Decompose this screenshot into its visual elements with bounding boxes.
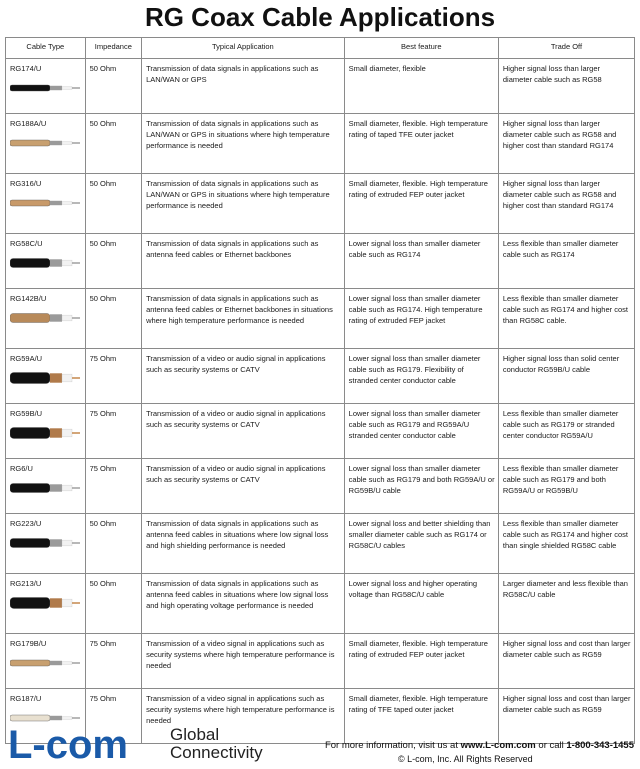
- cable-image-icon: [10, 425, 82, 441]
- cable-image-icon: [10, 195, 82, 211]
- cell-best-feature: Lower signal loss than smaller diameter cable such as RG174. High temperature rating of extruded FEP jacket: [344, 289, 498, 349]
- cell-impedance: 75 Ohm: [85, 404, 141, 459]
- table-row: [6, 514, 635, 574]
- cell-impedance: 75 Ohm: [85, 689, 141, 744]
- cell-typical-application: Transmission of data signals in applications such as antenna feed cables in situations where low signal loss and high shielding performance is needed: [142, 514, 345, 574]
- cell-best-feature: Small diameter, flexible. High temperature rating of taped TFE outer jacket: [344, 114, 498, 174]
- cell-trade-off: Larger diameter and less flexible than RG58C/U cable: [498, 574, 634, 634]
- cell-trade-off: Higher signal loss than larger diameter cable such as RG58 and higher cost than standard RG174: [498, 114, 634, 174]
- cell-impedance: 50 Ohm: [85, 514, 141, 574]
- cell-impedance: 75 Ohm: [85, 634, 141, 689]
- table-row: [6, 174, 635, 234]
- cell-trade-off: Higher signal loss and cost than larger diameter cable such as RG59: [498, 689, 634, 744]
- tagline-global: Global: [170, 725, 220, 744]
- cell-trade-off: Higher signal loss than larger diameter cable such as RG58 and higher cost than standard RG174: [498, 174, 634, 234]
- header-cable-type: Cable Type: [6, 38, 86, 59]
- cell-impedance: 50 Ohm: [85, 574, 141, 634]
- cable-type-label: RG179B/U: [10, 639, 47, 648]
- cable-image-icon: [10, 595, 82, 611]
- cell-trade-off: Less flexible than smaller diameter cable such as RG174: [498, 234, 634, 289]
- cell-best-feature: Small diameter, flexible. High temperature rating of TFE taped outer jacket: [344, 689, 498, 744]
- contact-info: [325, 740, 634, 751]
- cell-best-feature: Lower signal loss than smaller diameter cable such as RG179 and RG59A/U stranded center conductor cable: [344, 404, 498, 459]
- cell-typical-application: Transmission of data signals in applications such as LAN/WAN or GPS: [142, 59, 345, 114]
- cell-best-feature: Lower signal loss than smaller diameter cable such as RG179 and both RG59A/U or RG59B/U cable: [344, 459, 498, 514]
- table-row: [6, 234, 635, 289]
- cell-best-feature: Lower signal loss than smaller diameter cable such as RG179. Flexibility of stranded center conductor cable: [344, 349, 498, 404]
- cell-cable-type: [6, 114, 86, 174]
- cell-typical-application: Transmission of data signals in applications such as antenna feed cables or Ethernet backbones in situations where high temperature performance is needed: [142, 289, 345, 349]
- cell-cable-type: [6, 59, 86, 114]
- cell-trade-off: Higher signal loss than larger diameter cable such as RG58: [498, 59, 634, 114]
- cell-impedance: 50 Ohm: [85, 174, 141, 234]
- cell-best-feature: Small diameter, flexible. High temperature rating of extruded FEP outer jacket: [344, 174, 498, 234]
- cable-image-icon: [10, 655, 82, 671]
- cell-trade-off: Higher signal loss than solid center conductor RG59B/U cable: [498, 349, 634, 404]
- cell-best-feature: Lower signal loss than smaller diameter cable such as RG174: [344, 234, 498, 289]
- logo-lettering: L-com: [8, 723, 128, 765]
- cable-image-icon: [10, 480, 82, 496]
- lcom-logo: [6, 723, 172, 765]
- cable-type-label: RG59B/U: [10, 409, 43, 418]
- table-row: [6, 634, 635, 689]
- info-prefix: For more information, visit us at: [324, 740, 461, 751]
- header-trade-off: Trade Off: [498, 38, 634, 59]
- cell-typical-application: Transmission of data signals in applications such as antenna feed cables in situations where low signal loss and high operating voltage performance is needed: [142, 574, 345, 634]
- header-typical-application: Typical Application: [142, 38, 345, 59]
- table-row: [6, 59, 635, 114]
- cable-type-label: RG142B/U: [10, 294, 47, 303]
- cable-image-icon: [10, 535, 82, 551]
- cell-cable-type: [6, 404, 86, 459]
- cell-impedance: 50 Ohm: [85, 234, 141, 289]
- cell-trade-off: Less flexible than smaller diameter cable such as RG179 and both RG59A/U or RG59B/U: [498, 459, 634, 514]
- cell-typical-application: Transmission of a video signal in applications such as security systems where high temperature performance is needed: [142, 689, 345, 744]
- cell-cable-type: [6, 289, 86, 349]
- cable-type-label: RG223/U: [10, 519, 42, 528]
- cable-type-label: RG59A/U: [10, 354, 43, 363]
- website-link[interactable]: www.L-com.com: [460, 740, 536, 751]
- cable-table: [5, 37, 635, 744]
- cable-type-label: RG174/U: [10, 64, 42, 73]
- cell-impedance: 75 Ohm: [85, 349, 141, 404]
- cable-image-icon: [10, 80, 82, 96]
- table-row: [6, 349, 635, 404]
- header-best-feature: Best feature: [344, 38, 498, 59]
- cell-cable-type: [6, 234, 86, 289]
- cell-best-feature: Small diameter, flexible. High temperature rating of extruded FEP outer jacket: [344, 634, 498, 689]
- table-row: [6, 404, 635, 459]
- table-row: [6, 114, 635, 174]
- table-row: [6, 289, 635, 349]
- cable-image-icon: [10, 255, 82, 271]
- cell-trade-off: Higher signal loss and cost than larger diameter cable such as RG59: [498, 634, 634, 689]
- cable-type-label: RG213/U: [10, 579, 42, 588]
- tagline-connectivity: Connectivity: [170, 743, 263, 762]
- cell-cable-type: [6, 514, 86, 574]
- cell-impedance: 50 Ohm: [85, 289, 141, 349]
- cell-trade-off: Less flexible than smaller diameter cable such as RG179 or stranded center conductor RG59A/U: [498, 404, 634, 459]
- cell-cable-type: [6, 174, 86, 234]
- copyright: © L-com, Inc. All Rights Reserved: [398, 754, 533, 764]
- cell-typical-application: Transmission of a video or audio signal in applications such as security systems or CATV: [142, 404, 345, 459]
- cell-typical-application: Transmission of data signals in applications such as antenna feed cables or Ethernet backbones: [142, 234, 345, 289]
- cable-image-icon: [10, 135, 82, 151]
- phone-number: 1-800-343-1455: [566, 740, 634, 751]
- cell-best-feature: Lower signal loss and better shielding than smaller diameter cable such as RG174 or RG58C/U cables: [344, 514, 498, 574]
- cell-trade-off: Less flexible than smaller diameter cable such as RG174 and higher cost than RG58C cable.: [498, 289, 634, 349]
- cell-cable-type: [6, 349, 86, 404]
- cell-typical-application: Transmission of a video signal in applications such as security systems where high temperature performance is needed: [142, 634, 345, 689]
- cell-impedance: 50 Ohm: [85, 114, 141, 174]
- cable-type-label: RG316/U: [10, 179, 42, 188]
- table-row: [6, 459, 635, 514]
- page-title: RG Coax Cable Applications: [144, 2, 496, 32]
- cable-type-label: RG58C/U: [10, 239, 43, 248]
- cable-type-label: RG6/U: [10, 464, 33, 473]
- cell-cable-type: [6, 459, 86, 514]
- cell-best-feature: Small diameter, flexible: [344, 59, 498, 114]
- header-impedance: Impedance: [85, 38, 141, 59]
- cell-typical-application: Transmission of data signals in applications such as LAN/WAN or GPS in situations where high temperature performance is needed: [142, 174, 345, 234]
- table-header-row: [6, 38, 635, 59]
- cable-image-icon: [10, 310, 82, 326]
- cell-typical-application: Transmission of a video or audio signal in applications such as security systems or CATV: [142, 349, 345, 404]
- cell-typical-application: Transmission of data signals in applications such as LAN/WAN or GPS in situations where high temperature performance is needed: [142, 114, 345, 174]
- info-middle: or call: [535, 740, 567, 751]
- cable-type-label: RG187/U: [10, 694, 42, 703]
- table-row: [6, 574, 635, 634]
- cell-best-feature: Lower signal loss and higher operating voltage than RG58C/U cable: [344, 574, 498, 634]
- cable-image-icon: [10, 370, 82, 386]
- cell-cable-type: [6, 634, 86, 689]
- cell-typical-application: Transmission of a video or audio signal in applications such as security systems or CATV: [142, 459, 345, 514]
- cable-type-label: RG188A/U: [10, 119, 47, 128]
- cell-cable-type: [6, 574, 86, 634]
- cell-trade-off: Less flexible than smaller diameter cable such as RG174 and higher cost than single shielded RG58C cable: [498, 514, 634, 574]
- cell-impedance: 75 Ohm: [85, 459, 141, 514]
- cell-impedance: 50 Ohm: [85, 59, 141, 114]
